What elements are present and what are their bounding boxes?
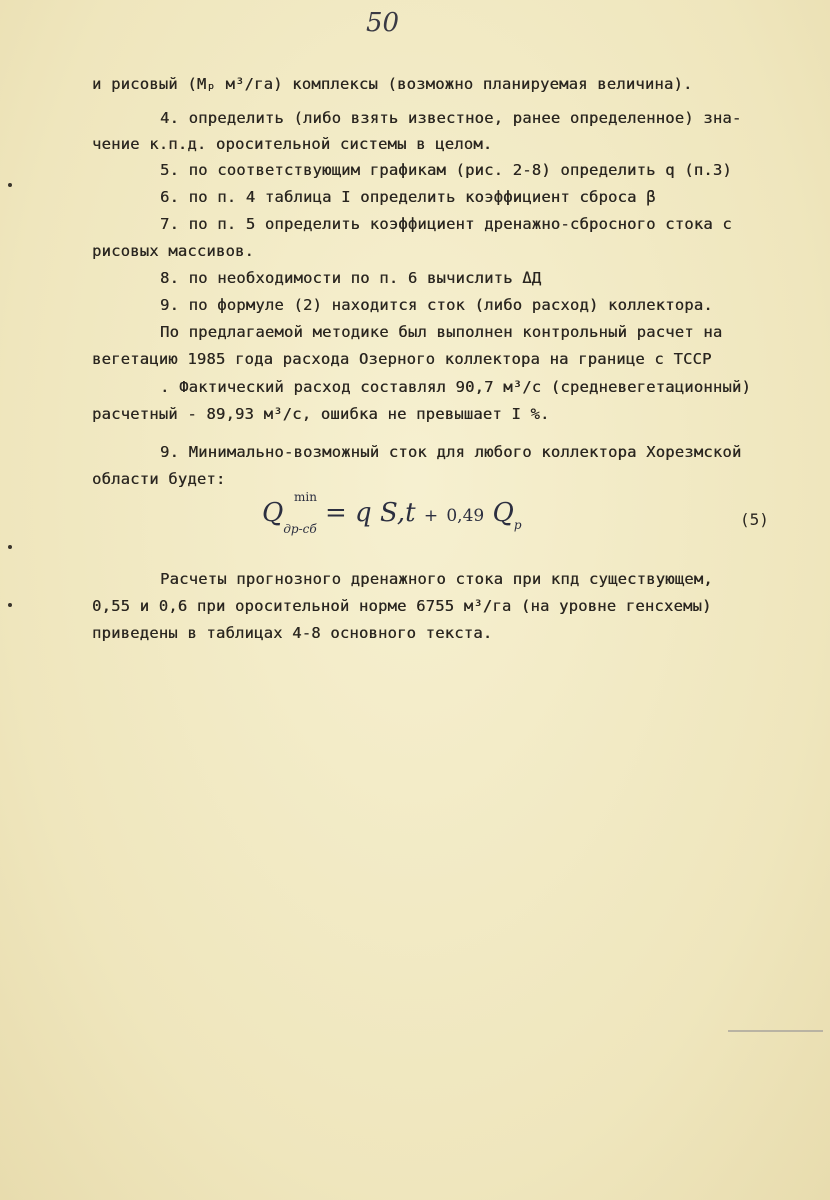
margin-dot bbox=[8, 603, 12, 607]
text-line: вегетацию 1985 года расхода Озерного коллектора на границе с ТССР bbox=[92, 350, 712, 368]
text-line: и рисовый (Mₚ м³/га) комплексы (возможно планируемая величина). bbox=[92, 75, 693, 93]
text-line: 0,55 и 0,6 при оросительной норме 6755 м³/га (на уровне генсхемы) bbox=[92, 597, 712, 615]
formula-5: Q min $_{др-сб}$ = q S,t + 0,49 $Q_р$ bbox=[262, 490, 522, 536]
text-line: 9. по формуле (2) находится сток (либо расход) коллектора. bbox=[160, 296, 713, 314]
equation-number: (5) bbox=[740, 510, 769, 529]
text-line: расчетный - 89,93 м³/с, ошибка не превышает I %. bbox=[92, 405, 550, 423]
text-line: области будет: bbox=[92, 470, 226, 488]
text-line: приведены в таблицах 4-8 основного текста. bbox=[92, 624, 493, 642]
text-line: чение к.п.д. оросительной системы в целом. bbox=[92, 135, 493, 153]
text-line: . Фактический расход составлял 90,7 м³/с (средневегетационный) bbox=[160, 378, 751, 396]
pencil-mark bbox=[728, 1030, 823, 1032]
margin-dot bbox=[8, 545, 12, 549]
margin-dot bbox=[8, 183, 12, 187]
text-line: 4. определить (либо взять известное, ранее определенное) зна- bbox=[160, 109, 742, 127]
text-line: 5. по соответствующим графикам (рис. 2-8) определить q (п.3) bbox=[160, 161, 732, 179]
text-line: 9. Минимально-возможный сток для любого коллектора Хорезмской bbox=[160, 443, 742, 461]
text-line: 7. по п. 5 определить коэффициент дренажно-сбросного стока с bbox=[160, 215, 732, 233]
text-line: рисовых массивов. bbox=[92, 242, 255, 260]
text-line: По предлагаемой методике был выполнен контрольный расчет на bbox=[160, 323, 723, 341]
page-number: 50 bbox=[366, 8, 400, 38]
text-line: 8. по необходимости по п. 6 вычислить ΔД bbox=[160, 269, 542, 287]
text-line: Расчеты прогнозного дренажного стока при кпд существующем, bbox=[160, 570, 713, 588]
text-line: 6. по п. 4 таблица I определить коэффициент сброса β bbox=[160, 188, 656, 206]
